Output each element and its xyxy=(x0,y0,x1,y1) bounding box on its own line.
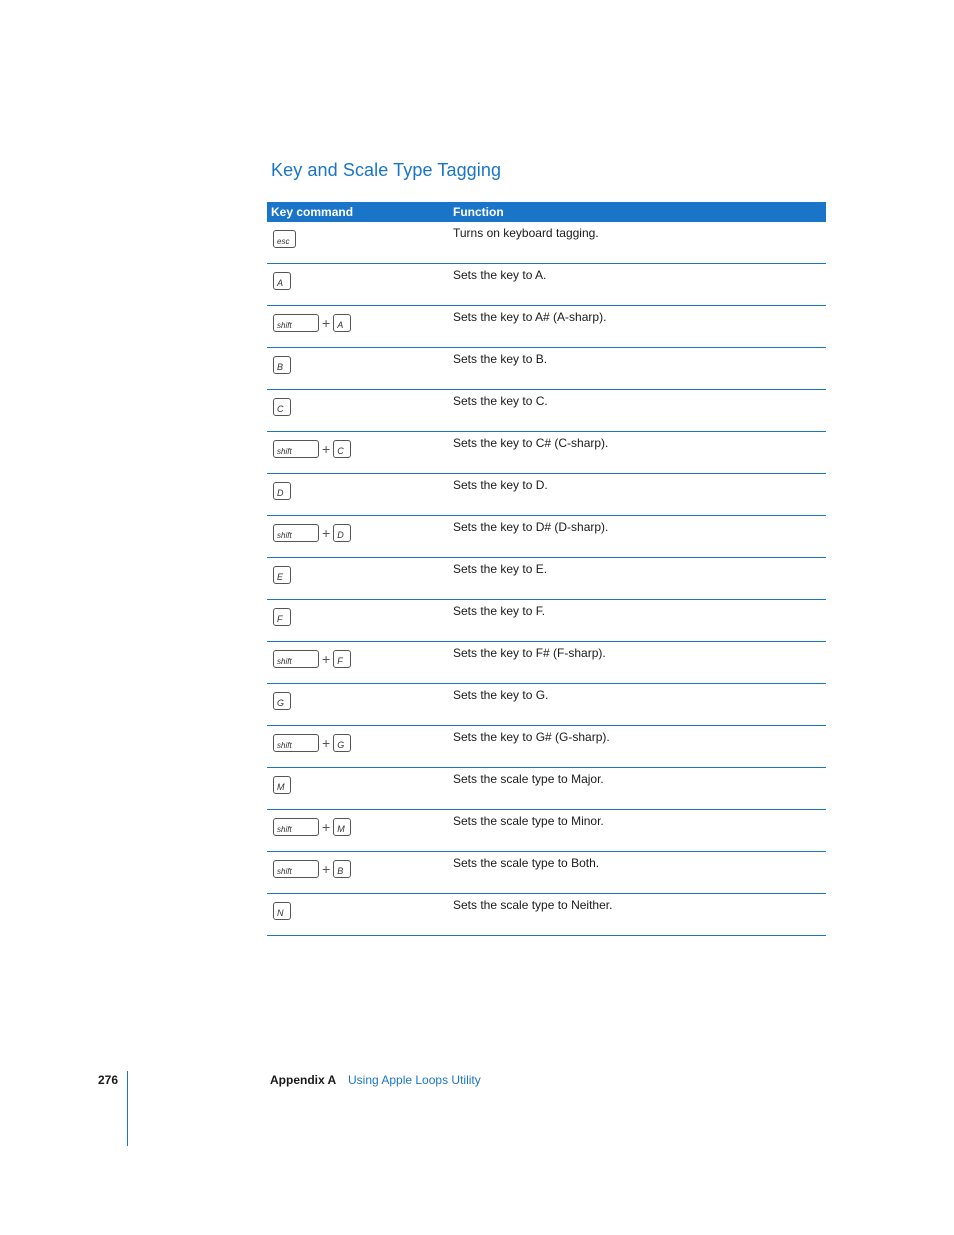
plus-sign: + xyxy=(322,735,331,751)
table-row xyxy=(267,432,826,474)
keycap-d: D xyxy=(333,524,351,542)
plus-sign: + xyxy=(322,315,331,331)
keycap-c: C xyxy=(273,398,291,416)
keycap-e: E xyxy=(273,566,291,584)
key-command-cell xyxy=(267,810,453,851)
function-cell: Sets the key to D# (D-sharp). xyxy=(453,520,609,534)
table-row xyxy=(267,348,826,390)
keycap-esc: esc xyxy=(273,230,296,248)
keycap-a: A xyxy=(333,314,351,332)
table-row xyxy=(267,684,826,726)
keycap-shift: shift xyxy=(273,314,319,332)
key-command-cell xyxy=(267,726,453,767)
function-cell: Sets the key to C. xyxy=(453,394,548,408)
keycap-g: G xyxy=(273,692,291,710)
keycap-b: B xyxy=(333,860,351,878)
appendix-label: Appendix A xyxy=(270,1073,337,1087)
key-command-cell xyxy=(267,768,453,809)
table-row xyxy=(267,894,826,936)
section-title: Key and Scale Type Tagging xyxy=(271,160,502,180)
page-number: 276 xyxy=(98,1073,119,1087)
function-cell: Sets the key to F. xyxy=(453,604,546,618)
keycap-shift: shift xyxy=(273,818,319,836)
function-cell: Sets the scale type to Minor. xyxy=(453,814,604,828)
table-row xyxy=(267,768,826,810)
table-row xyxy=(267,516,826,558)
table-row xyxy=(267,558,826,600)
keycap-d: D xyxy=(273,482,291,500)
function-cell: Sets the key to C# (C-sharp). xyxy=(453,436,609,450)
plus-sign: + xyxy=(322,441,331,457)
header-function: Function xyxy=(453,205,504,219)
table-row xyxy=(267,222,826,264)
function-cell: Sets the key to A# (A-sharp). xyxy=(453,310,607,324)
keycap-shift: shift xyxy=(273,734,319,752)
function-cell: Sets the scale type to Neither. xyxy=(453,898,613,912)
function-cell: Sets the key to G# (G-sharp). xyxy=(453,730,610,744)
table-body xyxy=(267,222,826,936)
key-command-cell xyxy=(267,642,453,683)
function-cell: Sets the key to E. xyxy=(453,562,548,576)
key-command-cell xyxy=(267,432,453,473)
key-command-cell xyxy=(267,348,453,389)
keycap-shift: shift xyxy=(273,524,319,542)
function-cell: Sets the key to F# (F-sharp). xyxy=(453,646,606,660)
plus-sign: + xyxy=(322,819,331,835)
function-cell: Sets the key to B. xyxy=(453,352,548,366)
table-row xyxy=(267,642,826,684)
table-row xyxy=(267,306,826,348)
chapter-title: Using Apple Loops Utility xyxy=(348,1073,481,1087)
function-cell: Sets the key to A. xyxy=(453,268,547,282)
key-command-cell xyxy=(267,558,453,599)
keycap-c: C xyxy=(333,440,351,458)
table-row xyxy=(267,474,826,516)
key-command-cell xyxy=(267,852,453,893)
keycap-shift: shift xyxy=(273,650,319,668)
function-cell: Sets the scale type to Major. xyxy=(453,772,604,786)
keycap-m: M xyxy=(273,776,291,794)
table-row xyxy=(267,810,826,852)
keycap-m: M xyxy=(333,818,351,836)
function-cell: Sets the scale type to Both. xyxy=(453,856,600,870)
keycap-f: F xyxy=(273,608,291,626)
key-command-cell xyxy=(267,306,453,347)
keycap-g: G xyxy=(333,734,351,752)
keycap-f: F xyxy=(333,650,351,668)
key-command-cell xyxy=(267,264,453,305)
footer-divider xyxy=(127,1071,128,1146)
table-row xyxy=(267,726,826,768)
header-key-command: Key command xyxy=(271,205,354,219)
table-row xyxy=(267,390,826,432)
key-command-cell xyxy=(267,684,453,725)
table-row xyxy=(267,600,826,642)
keycap-shift: shift xyxy=(273,860,319,878)
table-header xyxy=(267,202,826,222)
keycap-n: N xyxy=(273,902,291,920)
function-cell: Turns on keyboard tagging. xyxy=(453,226,599,240)
key-command-cell xyxy=(267,516,453,557)
key-command-cell xyxy=(267,474,453,515)
plus-sign: + xyxy=(322,861,331,877)
function-cell: Sets the key to G. xyxy=(453,688,549,702)
keycap-a: A xyxy=(273,272,291,290)
function-cell: Sets the key to D. xyxy=(453,478,548,492)
key-command-cell xyxy=(267,894,453,935)
table-row xyxy=(267,264,826,306)
key-command-cell xyxy=(267,390,453,431)
keycap-shift: shift xyxy=(273,440,319,458)
table-row xyxy=(267,852,826,894)
plus-sign: + xyxy=(322,525,331,541)
key-command-table xyxy=(267,202,826,936)
key-command-cell xyxy=(267,222,453,263)
key-command-cell xyxy=(267,600,453,641)
plus-sign: + xyxy=(322,651,331,667)
keycap-b: B xyxy=(273,356,291,374)
